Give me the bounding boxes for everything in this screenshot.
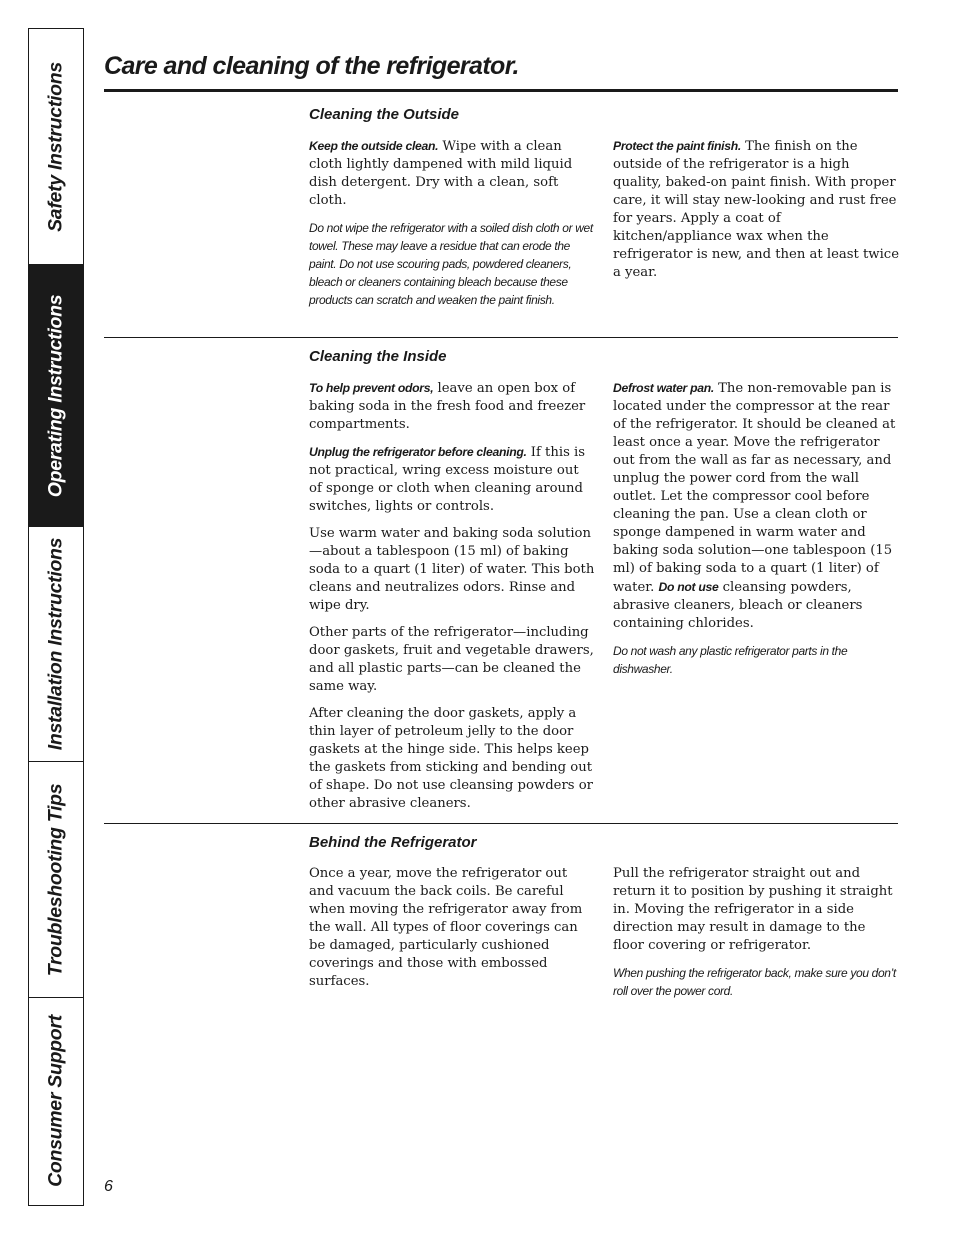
inside-note: Do not wash any plastic refrigerator parts in the dishwasher. <box>613 644 848 676</box>
section-heading-behind: Behind the Refrigerator <box>309 834 477 851</box>
behind-paragraph: Pull the refrigerator straight out and return it to position by pushing it straight in. Moving the refrigerator in a side direction may result in damage to the floor covering or refrigerator. <box>613 866 893 953</box>
lead-text: Keep the outside clean. <box>309 139 439 153</box>
lead-text: Unplug the refrigerator before cleaning. <box>309 445 527 459</box>
behind-right-column <box>613 865 899 1009</box>
outside-paragraph <box>309 137 595 210</box>
lead-text: Defrost water pan. <box>613 381 714 395</box>
body-text: Wipe with a clean cloth lightly dampened with mild liquid dish detergent. Dry with a clean, soft cloth. <box>309 139 573 208</box>
lead-text: To help prevent odors, <box>309 381 434 395</box>
inside-paragraph <box>309 379 595 434</box>
body-text: leave an open box of baking soda in the fresh food and freezer compartments. <box>309 381 586 432</box>
body-text: cleansing powders, abrasive cleaners, bleach or cleaners containing chlorides. <box>613 580 863 631</box>
section-divider <box>104 337 898 338</box>
tab-label: Consumer Support <box>44 1015 67 1187</box>
inside-paragraph: Other parts of the refrigerator—including door gaskets, fruit and vegetable drawers, and all plastic parts—can be cleaned the same way. <box>309 625 594 694</box>
side-tab-strip <box>28 28 84 1206</box>
tab-operating-instructions[interactable] <box>29 265 83 527</box>
tab-label: Installation Instructions <box>44 537 67 751</box>
tab-consumer-support[interactable] <box>29 998 83 1204</box>
emphasis-text: Do not use <box>658 580 719 594</box>
outside-paragraph <box>613 137 899 282</box>
inside-paragraph: After cleaning the door gaskets, apply a thin layer of petroleum jelly to the door gaskets at the hinge side. This helps keep the gaskets from sticking and bending out of shape. Do not use cleansing powders or other abrasive cleaners. <box>309 706 593 811</box>
tab-label: Troubleshooting Tips <box>44 783 67 976</box>
body-text: The non-removable pan is located under the compressor at the rear of the refrigerator. It should be cleaned at least once a year. Move the refrigerator out from the wall as far as necessary, and unplug the power cord from the wall outlet. Let the compressor cool before cleaning the pan. Use a clean cloth or sponge dampened in warm water and baking soda solution—one tablespoon (15 ml) of baking soda to a quart (1 liter) of water. <box>613 381 896 595</box>
outside-note: Do not wipe the refrigerator with a soiled dish cloth or wet towel. These may leave a residue that can erode the paint. Do not use scouring pads, powdered cleaners, bleach or cleaners containing bleach because these products can scratch and weaken the paint finish. <box>309 221 593 307</box>
page-title: Care and cleaning of the refrigerator. <box>104 52 519 80</box>
inside-paragraph <box>309 443 595 516</box>
inside-left-column <box>309 379 595 822</box>
section-heading-outside: Cleaning the Outside <box>309 106 460 123</box>
tab-troubleshooting-tips[interactable] <box>29 762 83 998</box>
tab-safety-instructions[interactable] <box>29 29 83 265</box>
inside-right-column <box>613 379 899 687</box>
body-text: If this is not practical, wring excess moisture out of sponge or cloth when cleaning around switches, lights or controls. <box>309 445 586 514</box>
lead-text: Protect the paint finish. <box>613 139 741 153</box>
tab-label: Safety Instructions <box>44 61 67 232</box>
outside-left-column <box>309 137 595 318</box>
tab-installation-instructions[interactable] <box>29 527 83 762</box>
title-divider <box>104 89 898 92</box>
section-divider <box>104 823 898 824</box>
behind-left-column <box>309 865 595 1000</box>
behind-note: When pushing the refrigerator back, make sure you don’t roll over the power cord. <box>613 966 896 998</box>
page-number: 6 <box>104 1178 113 1195</box>
inside-paragraph <box>613 379 899 633</box>
behind-paragraph: Once a year, move the refrigerator out and vacuum the back coils. Be careful when moving the refrigerator away from the wall. All types of floor coverings can be damaged, particularly cushioned coverings and those with embossed surfaces. <box>309 866 583 989</box>
section-heading-inside: Cleaning the Inside <box>309 348 447 365</box>
tab-label: Operating Instructions <box>44 294 67 497</box>
inside-paragraph: Use warm water and baking soda solution—about a tablespoon (15 ml) of baking soda to a quart (1 liter) of water. This both cleans and neutralizes odors. Rinse and wipe dry. <box>309 526 595 613</box>
outside-right-column <box>613 137 899 291</box>
body-text: The finish on the outside of the refrigerator is a high quality, baked-on paint finish. With proper care, it will stay new-looking and rust free for years. Apply a coat of kitchen/appliance wax when the refrigerator is new, and then at least twice a year. <box>613 139 900 280</box>
